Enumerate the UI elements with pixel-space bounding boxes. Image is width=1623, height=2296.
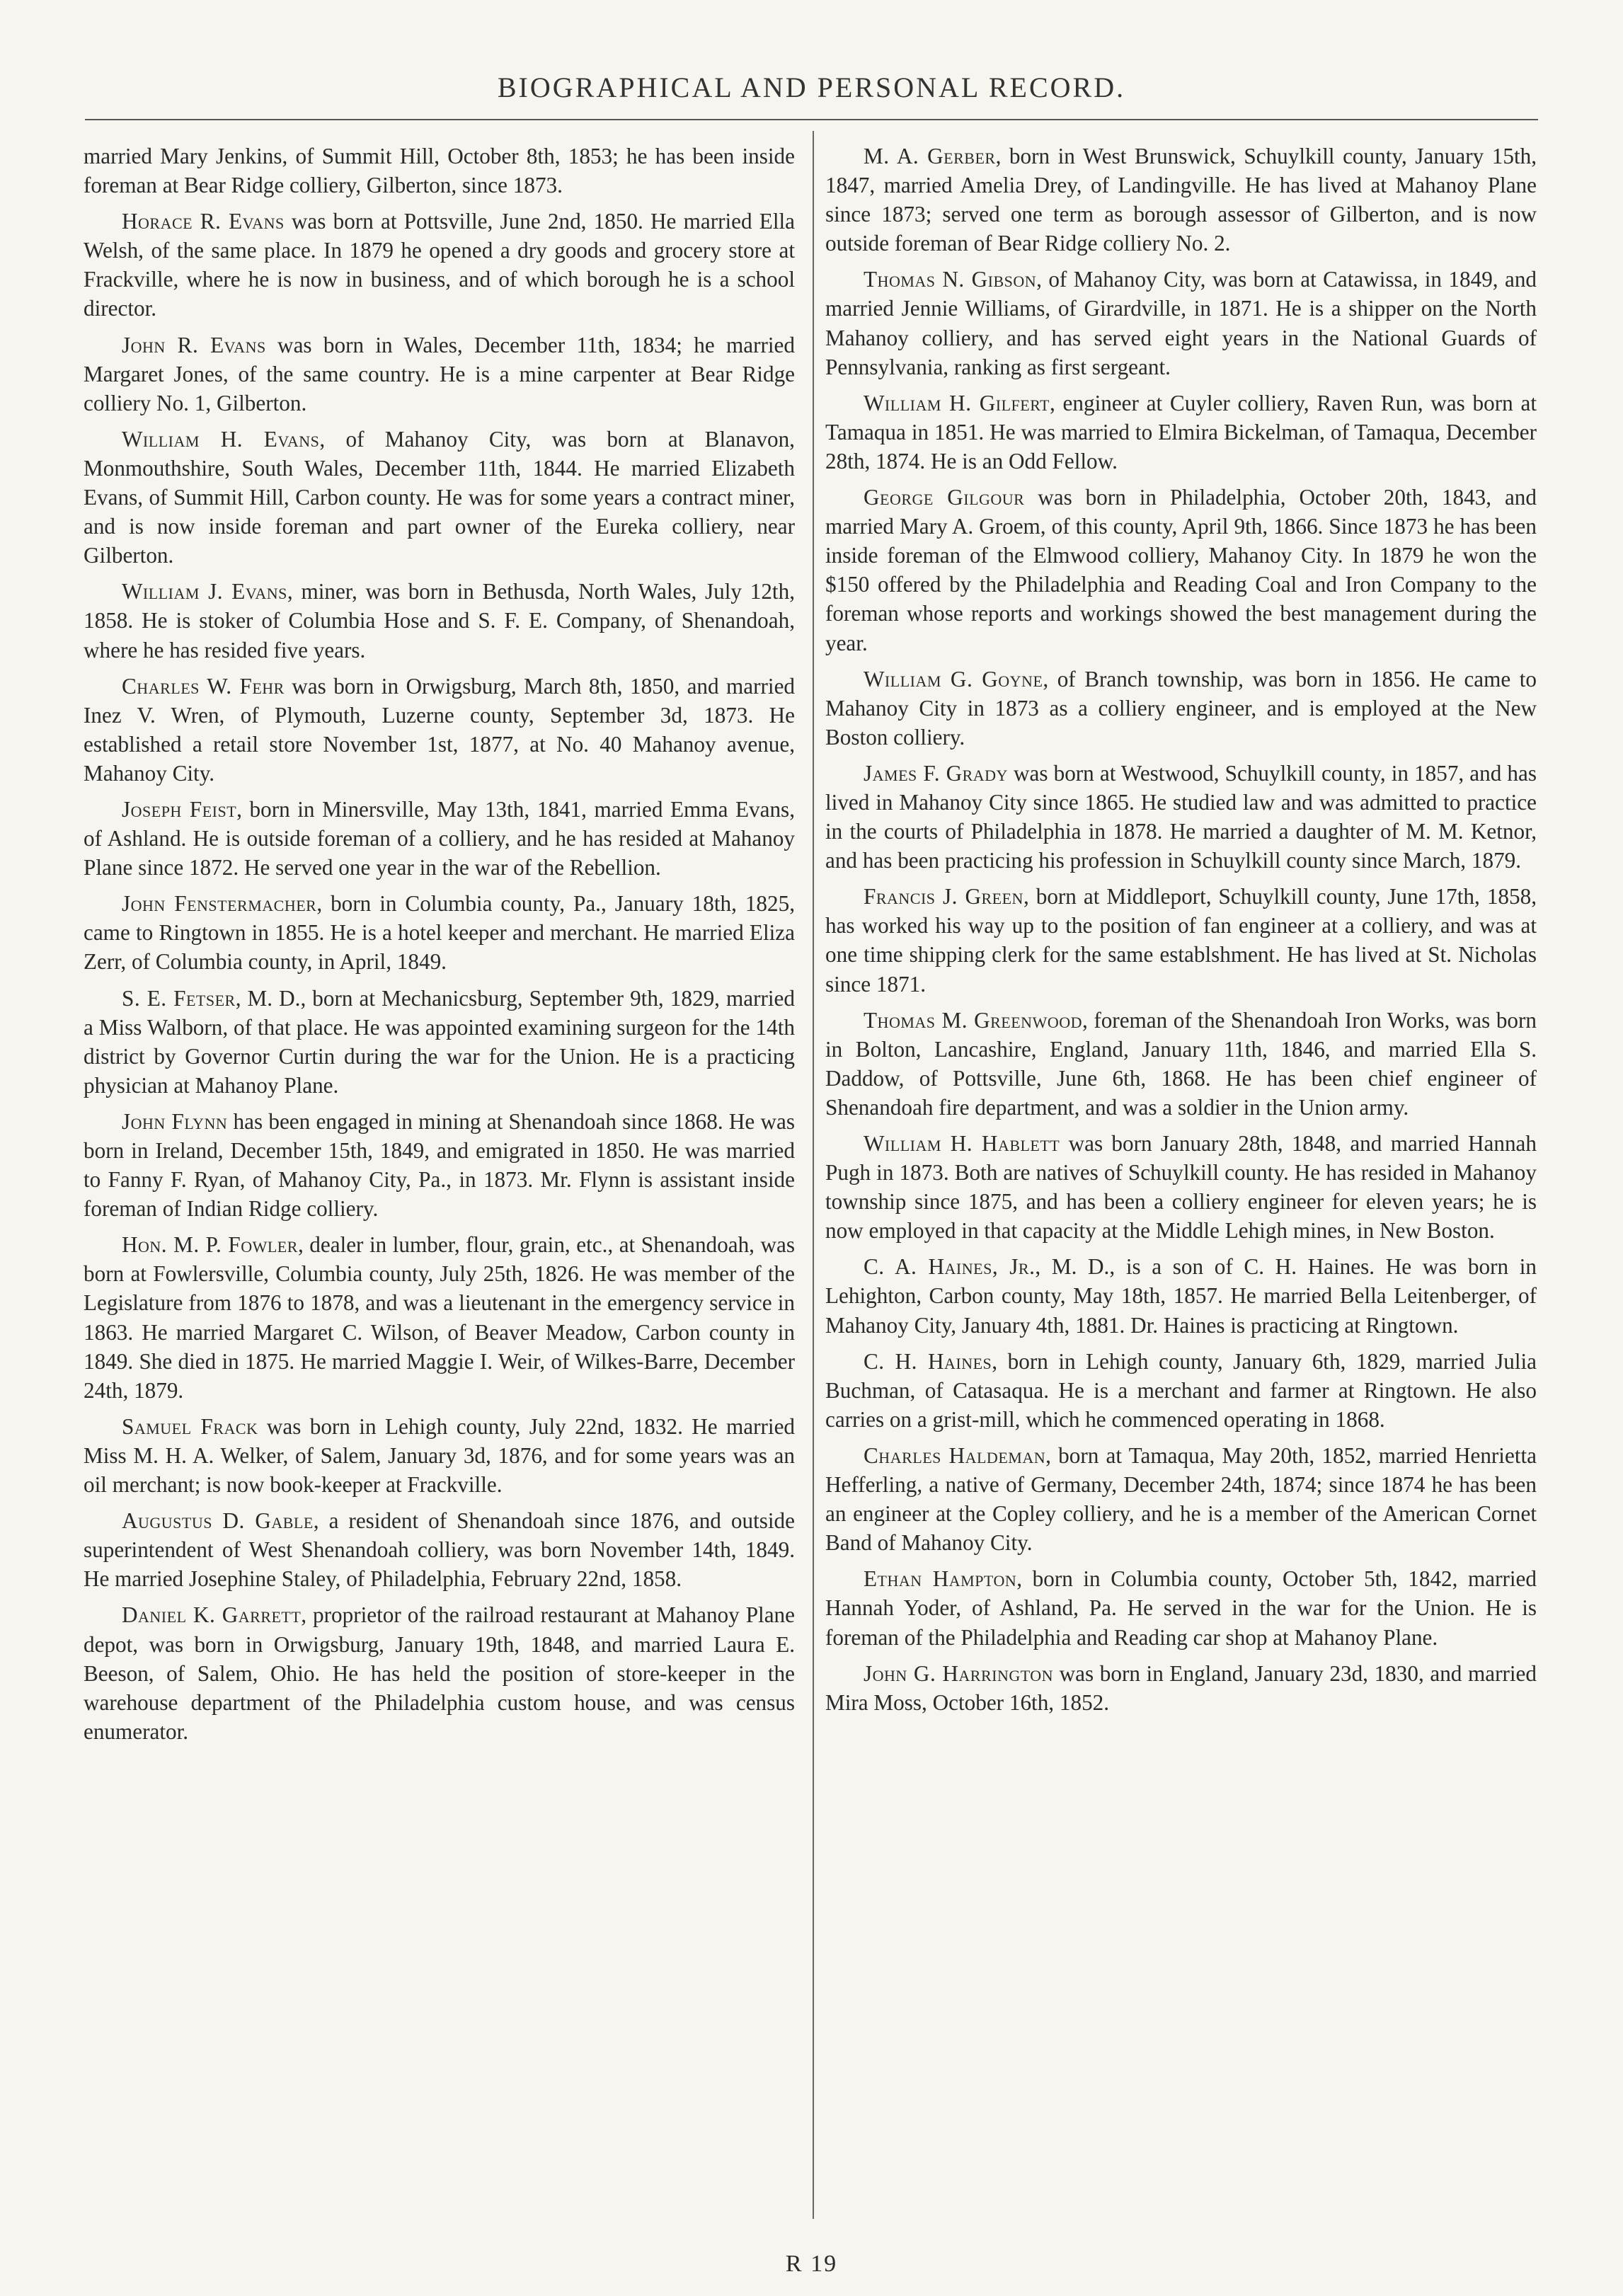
entry-text: was born in Philadelphia, October 20th, 1843, and married Mary A. Groem, of this county, April 9th, 1866. Since 1873 he has been inside foreman of the Elmwood colliery, Mahanoy City. In 1879 he won the $150 offered by the Philadelphia and Reading Coal and Iron Company to the foreman whose reports and workings showed the best management during the year. xyxy=(825,485,1537,655)
entry-name: Augustus D. Gable xyxy=(122,1508,314,1534)
entry-name: S. E. Fetser xyxy=(122,985,236,1011)
entry-text: , born in Columbia county, Pa., January 18th, 1825, came to Ringtown in 1855. He is a hotel keeper and merchant. He married Eliza Zerr, of Columbia county, in April, 1849. xyxy=(84,891,796,975)
biography-entry xyxy=(825,265,1537,381)
biography-entry xyxy=(84,672,795,788)
entry-name: Thomas M. Greenwood xyxy=(864,1007,1082,1033)
entry-text: was born at Westwood, Schuylkill county, in 1857, and has lived in Mahanoy City since 1865. He studied law and was admitted to practice in the courts of Philadelphia in 1878. He married a daughter of M. M. Ketnor, and has been practicing his profession in Schuylkill county since March, 1879. xyxy=(825,760,1537,873)
entry-text: , miner, was born in Bethusda, North Wales, July 12th, 1858. He is stoker of Columbia Hose and S. F. E. Company, of Shenandoah, where he has resided five years. xyxy=(84,579,795,662)
entry-name: John Flynn xyxy=(122,1108,228,1134)
biography-entry xyxy=(825,142,1537,258)
biography-entry xyxy=(84,1506,795,1593)
column-divider xyxy=(813,131,814,2219)
entry-name: John Fenstermacher xyxy=(122,891,317,917)
entry-name: Ethan Hampton xyxy=(864,1566,1017,1592)
entry-text: , born at Tamaqua, May 20th, 1852, married Henrietta Hefferling, a native of Germany, December 24th, 1874; since 1874 he has been an engineer at the Copley colliery, and he is a member of the American Cornet Band of Mahanoy City. xyxy=(825,1442,1537,1556)
biography-entry xyxy=(84,425,795,570)
entry-text: was born in Orwigsburg, March 8th, 1850, and married Inez V. Wren, of Plymouth, Luzerne county, September 3d, 1873. He established a retail store November 1st, 1877, at No. 40 Mahanoy avenue, Mahanoy City. xyxy=(84,673,796,786)
entry-text: , of Mahanoy City, was born at Catawissa, in 1849, and married Jennie Williams, of Girardville, in 1871. He is a shipper on the North Mahanoy colliery, and has served eight years in the National Guards of Pennsylvania, ranking as first sergeant. xyxy=(825,267,1537,379)
entry-name: John G. Harrington xyxy=(864,1660,1054,1686)
entry-name: Hon. M. P. Fowler xyxy=(122,1232,298,1258)
biography-entry xyxy=(84,984,795,1100)
entry-name: C. A. Haines, Jr. xyxy=(864,1254,1036,1280)
entry-text: , M. D., is a son of C. H. Haines. He was born in Lehighton, Carbon county, May 18th, 1857. He married Bella Leitenberger, of Mahanoy City, January 4th, 1881. Dr. Haines is practicing at Ringtown. xyxy=(825,1254,1537,1338)
entry-text: , born in Minersville, May 13th, 1841, married Emma Evans, of Ashland. He is outside foreman of a colliery, and he has resided at Mahanoy Plane since 1872. He served one year in the war of the Rebellion. xyxy=(84,796,795,880)
entry-text: , born at Middleport, Schuylkill county, June 17th, 1858, has worked his way up to the position of fan engineer at a colliery, and was at one time shipping clerk for the same establshment. He has lived at St. Nicholas since 1871. xyxy=(825,884,1537,997)
entry-text: , proprietor of the railroad restaurant at Mahanoy Plane depot, was born in Orwigsburg, January 19th, 1848, and married Laura E. Beeson, of Salem, Ohio. He has held the position of store-keeper in the warehouse department of the Philadelphia custom house, and was census enumerator. xyxy=(84,1602,795,1744)
biography-entry xyxy=(825,759,1537,875)
header-rule xyxy=(85,119,1538,120)
biography-entry xyxy=(825,882,1537,998)
biography-entry xyxy=(84,1412,795,1499)
biography-entry xyxy=(84,1600,795,1745)
entry-text: , of Branch township, was born in 1856. He came to Mahanoy City in 1873 as a colliery engineer, and is employed at the New Boston colliery. xyxy=(825,666,1537,750)
biography-entry xyxy=(825,1347,1537,1434)
entry-name: William H. Evans xyxy=(122,426,320,452)
biography-entry xyxy=(825,389,1537,476)
entry-text: , M. D., born at Mechanicsburg, September 9th, 1829, married a Miss Walborn, of that place. He was appointed examining surgeon for the 14th district by Governor Curtin during the war for the Union. He is a practicing physician at Mahanoy Plane. xyxy=(84,985,795,1098)
entry-name: James F. Grady xyxy=(864,760,1008,786)
entry-text: has been engaged in mining at Shenandoah since 1868. He was born in Ireland, December 15th, 1849, and emigrated in 1850. He was married to Fanny F. Ryan, of Mahanoy City, Pa., in 1873. Mr. Flynn is assistant inside foreman of Indian Ridge colliery. xyxy=(84,1108,795,1222)
biography-entry xyxy=(84,1107,795,1223)
entry-name: William H. Hablett xyxy=(864,1131,1060,1156)
entry-name: William G. Goyne xyxy=(864,666,1043,691)
biography-entry xyxy=(84,142,795,200)
entry-name: William J. Evans xyxy=(122,579,287,604)
biography-entry xyxy=(84,889,795,976)
biography-entry xyxy=(84,1230,795,1405)
biography-entry xyxy=(84,795,795,882)
page-header: BIOGRAPHICAL AND PERSONAL RECORD. xyxy=(497,71,1126,103)
biography-entry xyxy=(84,577,795,664)
entry-name: Samuel Frack xyxy=(122,1413,258,1439)
biography-entry xyxy=(825,483,1537,658)
entry-text: , foreman of the Shenandoah Iron Works, was born in Bolton, Lancashire, England, January 11th, 1846, and married Ella S. Daddow, of Pottsville, June 6th, 1868. He has been chief engineer of Shenandoah fire department, and was a soldier in the Union army. xyxy=(825,1007,1537,1120)
entry-text: was born in Lehigh county, July 22nd, 1832. He married Miss M. H. A. Welker, of Salem, January 3d, 1876, and for some years was an oil merchant; is now book-keeper at Frackville. xyxy=(84,1413,796,1498)
entry-name: George Gilgour xyxy=(864,485,1025,510)
entry-name: Horace R. Evans xyxy=(122,209,285,234)
entry-name: Joseph Feist xyxy=(122,796,237,822)
entry-name: C. H. Haines xyxy=(864,1348,992,1374)
entry-text: was born in Wales, December 11th, 1834; he married Margaret Jones, of the same country. He is a mine carpenter at Bear Ridge colliery No. 1, Gilberton. xyxy=(84,332,795,415)
entry-text: , a resident of Shenandoah since 1876, and outside superintendent of West Shenandoah colliery, was born November 14th, 1849. He married Josephine Staley, of Philadelphia, February 22nd, 1858. xyxy=(84,1508,795,1592)
biography-entry xyxy=(825,1006,1537,1122)
entry-text: , dealer in lumber, flour, grain, etc., at Shenandoah, was born at Fowlersville, Columbia county, July 25th, 1826. He was member of the Legislature from 1876 to 1878, and was a lieutenant in the emergency service in 1863. He married Margaret C. Wilson, of Beaver Meadow, Carbon county in 1849. She died in 1875. He married Maggie I. Weir, of Wilkes-Barre, December 24th, 1879. xyxy=(84,1232,795,1403)
entry-name: Francis J. Green xyxy=(864,884,1023,909)
entry-text: was born at Pottsville, June 2nd, 1850. He married Ella Welsh, of the same place. In 1879 he opened a dry goods and grocery store at Frackville, where he is now in business, and of which borough he is a school director. xyxy=(84,209,795,321)
biography-entry xyxy=(825,1129,1537,1245)
entry-text: was born January 28th, 1848, and married Hannah Pugh in 1873. Both are natives of Schuylkill county. He has resided in Mahanoy township since 1875, and has been a colliery engineer for eleven years; he is now employed in that capacity at the Middle Lehigh mines, in New Boston. xyxy=(825,1131,1537,1244)
left-column xyxy=(84,142,795,1753)
entry-text: , born in Lehigh county, January 6th, 1829, married Julia Buchman, of Catasaqua. He is a merchant and farmer at Ringtown. He also carries on a grist-mill, which he commenced operating in 1868. xyxy=(825,1348,1537,1432)
page-number: R 19 xyxy=(785,2251,838,2277)
entry-text: , of Mahanoy City, was born at Blanavon, Monmouthshire, South Wales, December 11th, 1844. He married Elizabeth Evans, of Summit Hill, Carbon county. He was for some years a contract miner, and is now inside foreman and part owner of the Eureka colliery, near Gilberton. xyxy=(84,426,795,568)
biography-entry xyxy=(825,665,1537,752)
entry-text: married Mary Jenkins, of Summit Hill, October 8th, 1853; he has been inside foreman at Bear Ridge colliery, Gilberton, since 1873. xyxy=(84,144,795,198)
entry-name: Charles Haldeman xyxy=(864,1442,1046,1468)
entry-text: was born in England, January 23d, 1830, and married Mira Moss, October 16th, 1852. xyxy=(825,1660,1537,1715)
entry-name: William H. Gilfert xyxy=(864,390,1050,415)
biography-entry xyxy=(84,331,795,418)
entry-text: , born in Columbia county, October 5th, 1842, married Hannah Yoder, of Ashland, Pa. He served in the war for the Union. He is foreman of the Philadelphia and Reading car shop at Mahanoy Plane. xyxy=(825,1566,1537,1650)
entry-name: Thomas N. Gibson xyxy=(864,267,1037,292)
biography-entry xyxy=(825,1252,1537,1339)
entry-name: M. A. Gerber xyxy=(864,144,996,168)
entry-name: Charles W. Fehr xyxy=(122,673,285,699)
biography-entry xyxy=(84,207,795,323)
entry-text: , born in West Brunswick, Schuylkill county, January 15th, 1847, married Amelia Drey, of Landingville. He has lived at Mahanoy Plane since 1873; served one term as borough assessor of Gilberton, and is now outside foreman of Bear Ridge colliery No. 2. xyxy=(825,144,1537,256)
biography-entry xyxy=(825,1659,1537,1717)
entry-name: Daniel K. Garrett xyxy=(122,1602,302,1628)
entry-text: , engineer at Cuyler colliery, Raven Run, was born at Tamaqua in 1851. He was married to Elmira Bickelman, of Tamaqua, December 28th, 1874. He is an Odd Fellow. xyxy=(825,390,1537,473)
biography-entry xyxy=(825,1441,1537,1557)
entry-name: John R. Evans xyxy=(122,332,266,357)
biography-entry xyxy=(825,1564,1537,1651)
right-column xyxy=(825,142,1537,1724)
